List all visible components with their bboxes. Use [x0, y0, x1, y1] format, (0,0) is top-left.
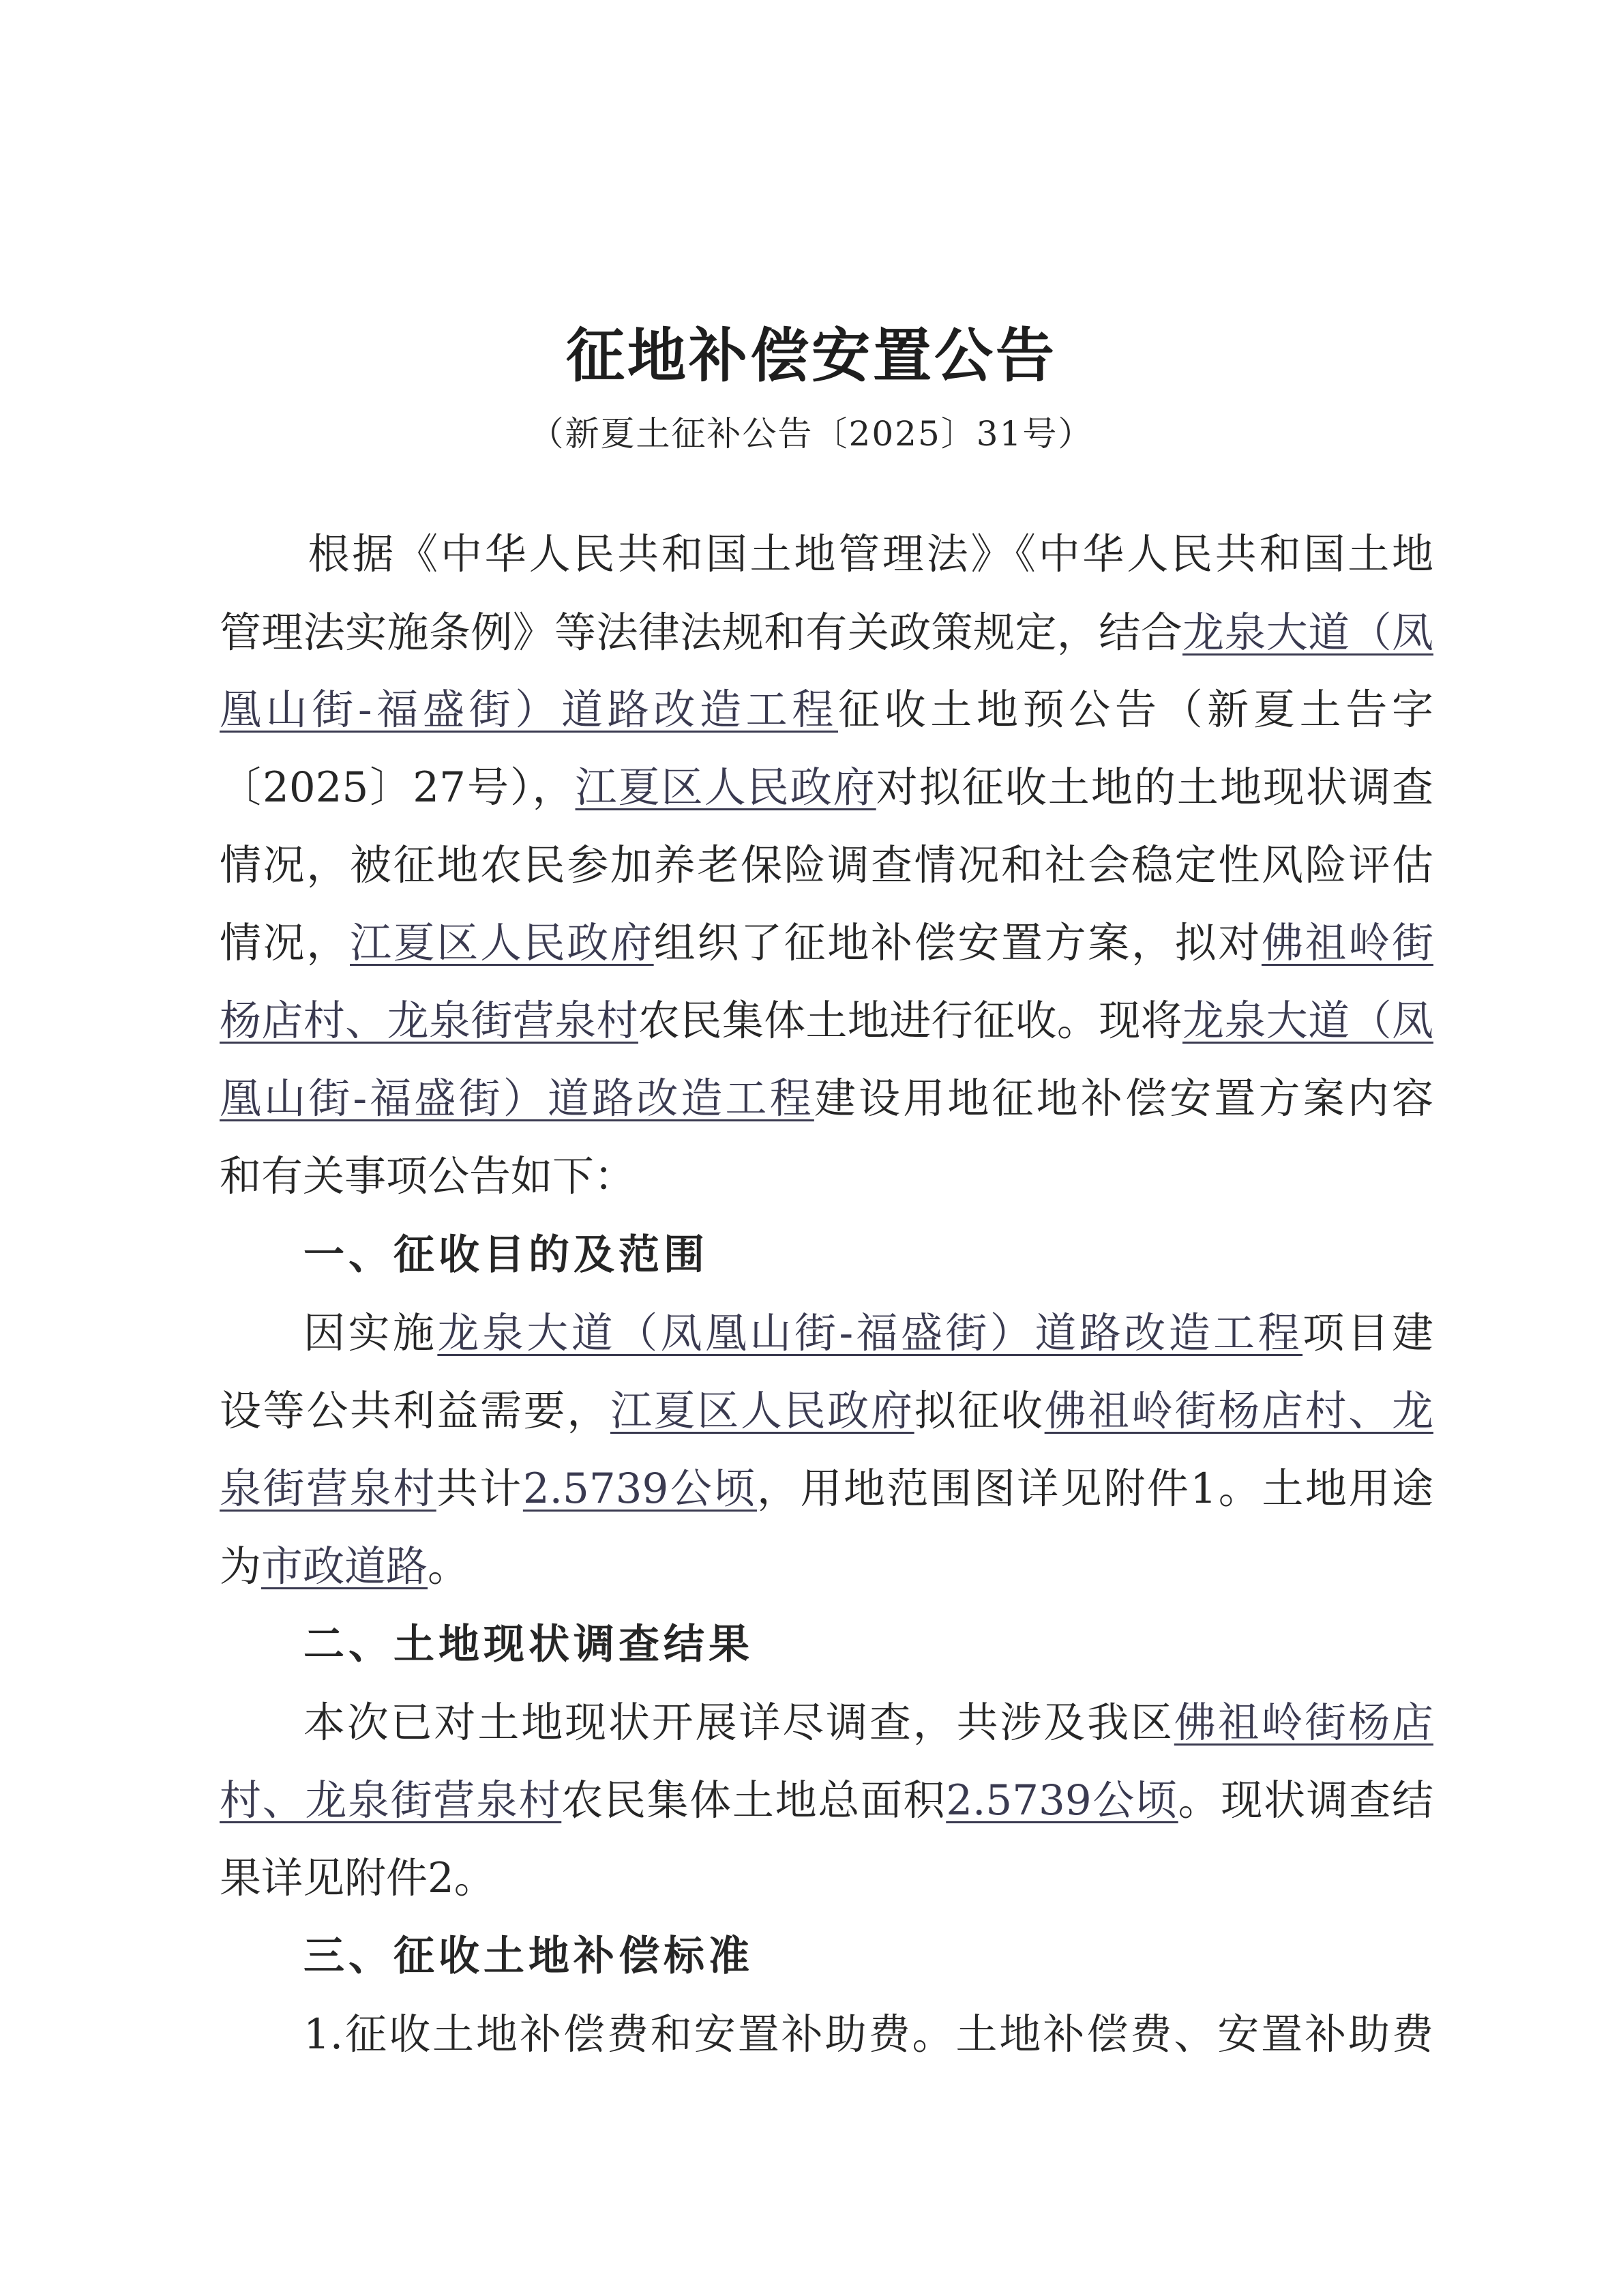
underlined-text: 龙泉大道（凤	[1182, 997, 1433, 1045]
underlined-text: 龙泉大道（凤	[1182, 608, 1433, 657]
underlined-text: 佛祖岭街杨店村、龙	[1044, 1387, 1433, 1435]
underlined-text: 村、龙泉街营泉村	[220, 1776, 562, 1825]
underlined-text: 江夏区人民政府	[350, 919, 654, 967]
underlined-text: 凰山街-福盛街）道路改造工程	[220, 1074, 814, 1123]
section-heading-1: 一、征收目的及范围	[303, 1231, 709, 1279]
underlined-text: 杨店村、龙泉街营泉村	[220, 997, 638, 1045]
paragraph-line: 本次已对土地现状开展详尽调查，共涉及我区佛祖岭街杨店	[303, 1698, 1433, 1747]
underlined-text: 市政道路	[261, 1542, 428, 1591]
underlined-text: 龙泉大道（凤凰山街-福盛街）道路改造工程	[437, 1309, 1303, 1357]
document-title: 征地补偿安置公告	[566, 321, 1057, 390]
paragraph-line: 果详见附件2。	[220, 1854, 496, 1902]
paragraph-line: 杨店村、龙泉街营泉村农民集体土地进行征收。现将龙泉大道（凤	[220, 997, 1433, 1045]
paragraph-line: 情况，被征地农民参加养老保险调查情况和社会稳定性风险评估	[220, 841, 1433, 889]
underlined-text: 佛祖岭街	[1261, 919, 1433, 967]
section-heading-3: 三、征收土地补偿标准	[303, 1932, 754, 1980]
paragraph-line: 管理法实施条例》等法律法规和有关政策规定，结合龙泉大道（凤	[220, 608, 1433, 657]
underlined-text: 2.5739公顷	[522, 1465, 757, 1513]
underlined-text: 泉街营泉村	[220, 1465, 436, 1513]
paragraph-line: 凰山街-福盛街）道路改造工程建设用地征地补偿安置方案内容	[220, 1074, 1433, 1123]
paragraph-line: 村、龙泉街营泉村农民集体土地总面积2.5739公顷。现状调查结	[220, 1776, 1433, 1825]
paragraph-line: 和有关事项公告如下：	[220, 1152, 636, 1201]
paragraph-line: 凰山街-福盛街）道路改造工程征收土地预公告（新夏土告字	[220, 686, 1433, 734]
underlined-text: 2.5739公顷	[946, 1776, 1178, 1825]
paragraph-line: 情况，江夏区人民政府组织了征地补偿安置方案，拟对佛祖岭街	[220, 919, 1433, 967]
paragraph-line: 为市政道路。	[220, 1542, 470, 1591]
underlined-text: 佛祖岭街杨店	[1174, 1698, 1433, 1747]
document-number: （新夏土征补公告〔2025〕31号）	[529, 414, 1094, 454]
underlined-text: 江夏区人民政府	[575, 763, 876, 812]
paragraph-line: 因实施龙泉大道（凤凰山街-福盛街）道路改造工程项目建	[303, 1309, 1433, 1357]
paragraph-line: 根据《中华人民共和国土地管理法》《中华人民共和国土地	[220, 530, 1433, 578]
underlined-text: 凰山街-福盛街）道路改造工程	[220, 686, 838, 734]
section-heading-2: 二、土地现状调查结果	[303, 1621, 754, 1668]
paragraph-line: 1.征收土地补偿费和安置补助费。土地补偿费、安置补助费	[303, 2010, 1433, 2059]
paragraph-line: 泉街营泉村共计2.5739公顷，用地范围图详见附件1。土地用途	[220, 1465, 1433, 1513]
paragraph-line: 〔2025〕27号），江夏区人民政府对拟征收土地的土地现状调查	[220, 763, 1433, 812]
underlined-text: 江夏区人民政府	[610, 1387, 914, 1435]
paragraph-line: 设等公共利益需要，江夏区人民政府拟征收佛祖岭街杨店村、龙	[220, 1387, 1433, 1435]
